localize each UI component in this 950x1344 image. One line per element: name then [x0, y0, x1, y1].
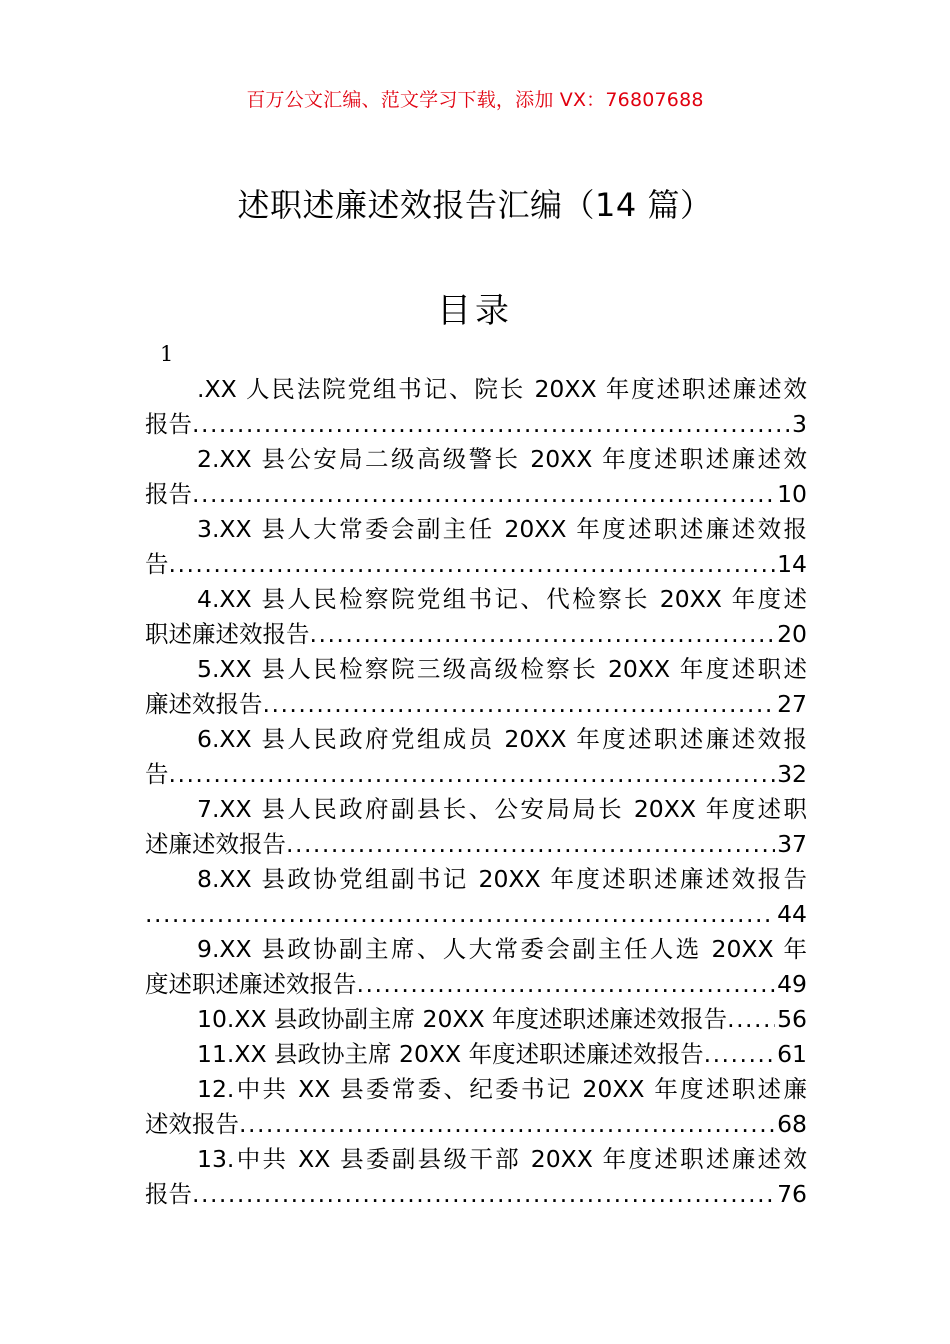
toc-entry-leader — [145, 967, 807, 1002]
toc-entry-title-cont: 报告 — [145, 1180, 192, 1208]
dot-leader — [192, 407, 790, 442]
dot-leader — [239, 1107, 775, 1142]
toc-entry-leader — [145, 477, 807, 512]
toc-entry[interactable] — [145, 792, 807, 862]
toc-entry-title: 3.XX 县人大常委会副主任 20XX 年度述职述廉述效报 — [197, 515, 807, 543]
toc-entry-title: 9.XX 县政协副主席、人大常委会副主任人选 20XX 年 — [197, 935, 807, 963]
dot-leader — [310, 617, 776, 652]
toc-entry-title-cont: 报告 — [145, 410, 192, 438]
toc-first-number: 1 — [160, 342, 174, 366]
toc-entry-page: 76 — [777, 1180, 807, 1208]
toc-entry-title-cont: 度述职述廉述效报告 — [145, 970, 357, 998]
toc-entry-page: 20 — [777, 620, 807, 648]
toc-entry-title-cont: 述廉述效报告 — [145, 830, 286, 858]
toc-entry[interactable] — [145, 582, 807, 652]
dot-leader — [727, 1002, 775, 1037]
toc-entry-title-cont: 告 — [145, 550, 169, 578]
toc-entry-title: 8.XX 县政协党组副书记 20XX 年度述职述廉述效报告 — [197, 865, 807, 893]
toc-entry-title-cont: 告 — [145, 760, 169, 788]
toc-entry-leader — [145, 1177, 807, 1212]
toc-entry-page: 44 — [777, 900, 807, 928]
toc-entry-title: 13.中共 XX 县委副县级干部 20XX 年度述职述廉述效 — [197, 1145, 807, 1173]
toc-entry-title-cont: 报告 — [145, 480, 192, 508]
toc-entry[interactable] — [145, 862, 807, 932]
dot-leader — [192, 477, 775, 512]
toc-entry[interactable] — [145, 372, 807, 442]
toc-entry[interactable] — [145, 932, 807, 1002]
toc-entry-title: 5.XX 县人民检察院三级高级检察长 20XX 年度述职述 — [197, 655, 807, 683]
toc-entry-page: 49 — [777, 970, 807, 998]
toc-entry-page: 10 — [777, 480, 807, 508]
toc-entry[interactable] — [145, 1002, 807, 1037]
toc-entry-title-cont: 述效报告 — [145, 1110, 239, 1138]
toc-entry-title: 7.XX 县人民政府副县长、公安局局长 20XX 年度述职 — [197, 795, 807, 823]
dot-leader — [145, 897, 775, 932]
toc-entry-title: .XX 人民法院党组书记、院长 20XX 年度述职述廉述效 — [197, 375, 807, 403]
toc-entry-leader — [145, 687, 807, 722]
document-title: 述职述廉述效报告汇编（14 篇） — [237, 186, 713, 224]
toc-entry-leader — [145, 897, 807, 932]
toc-entry-page: 61 — [777, 1040, 807, 1068]
dot-leader — [357, 967, 776, 1002]
dot-leader — [169, 547, 776, 582]
toc-entry-page: 14 — [777, 550, 807, 578]
dot-leader — [263, 687, 776, 722]
table-of-contents — [145, 372, 807, 1212]
toc-entry-title-cont: 职述廉述效报告 — [145, 620, 310, 648]
toc-entry-leader — [145, 1107, 807, 1142]
toc-entry-leader — [145, 1002, 807, 1037]
dot-leader — [192, 1177, 775, 1212]
toc-entry-leader — [145, 1037, 807, 1072]
toc-entry-title: 2.XX 县公安局二级高级警长 20XX 年度述职述廉述效 — [197, 445, 807, 473]
toc-entry-leader — [145, 547, 807, 582]
toc-entry-page: 32 — [777, 760, 807, 788]
toc-entry-title: 11.XX 县政协主席 20XX 年度述职述廉述效报告 — [197, 1040, 704, 1068]
dot-leader — [286, 827, 775, 862]
toc-entry[interactable] — [145, 1037, 807, 1072]
toc-entry-leader — [145, 757, 807, 792]
toc-entry-page: 27 — [777, 690, 807, 718]
toc-entry[interactable] — [145, 1072, 807, 1142]
toc-entry-leader — [145, 407, 807, 442]
toc-heading: 目录 — [437, 291, 513, 331]
toc-entry-page: 3 — [792, 410, 807, 438]
toc-entry-leader — [145, 617, 807, 652]
toc-entry-page: 56 — [777, 1005, 807, 1033]
toc-entry[interactable] — [145, 722, 807, 792]
dot-leader — [704, 1037, 776, 1072]
toc-entry-title: 4.XX 县人民检察院党组书记、代检察长 20XX 年度述 — [197, 585, 807, 613]
toc-entry-leader — [145, 827, 807, 862]
toc-entry[interactable] — [145, 442, 807, 512]
toc-entry-title-cont: 廉述效报告 — [145, 690, 263, 718]
toc-entry-title: 12.中共 XX 县委常委、纪委书记 20XX 年度述职述廉 — [197, 1075, 807, 1103]
header-watermark-note: 百万公文汇编、范文学习下载，添加 VX：76807688 — [246, 89, 704, 111]
toc-entry[interactable] — [145, 512, 807, 582]
toc-entry-page: 68 — [777, 1110, 807, 1138]
toc-entry[interactable] — [145, 652, 807, 722]
toc-entry[interactable] — [145, 1142, 807, 1212]
dot-leader — [169, 757, 776, 792]
toc-entry-title: 10.XX 县政协副主席 20XX 年度述职述廉述效报告 — [197, 1005, 728, 1033]
toc-entry-page: 37 — [777, 830, 807, 858]
toc-entry-title: 6.XX 县人民政府党组成员 20XX 年度述职述廉述效报 — [197, 725, 807, 753]
